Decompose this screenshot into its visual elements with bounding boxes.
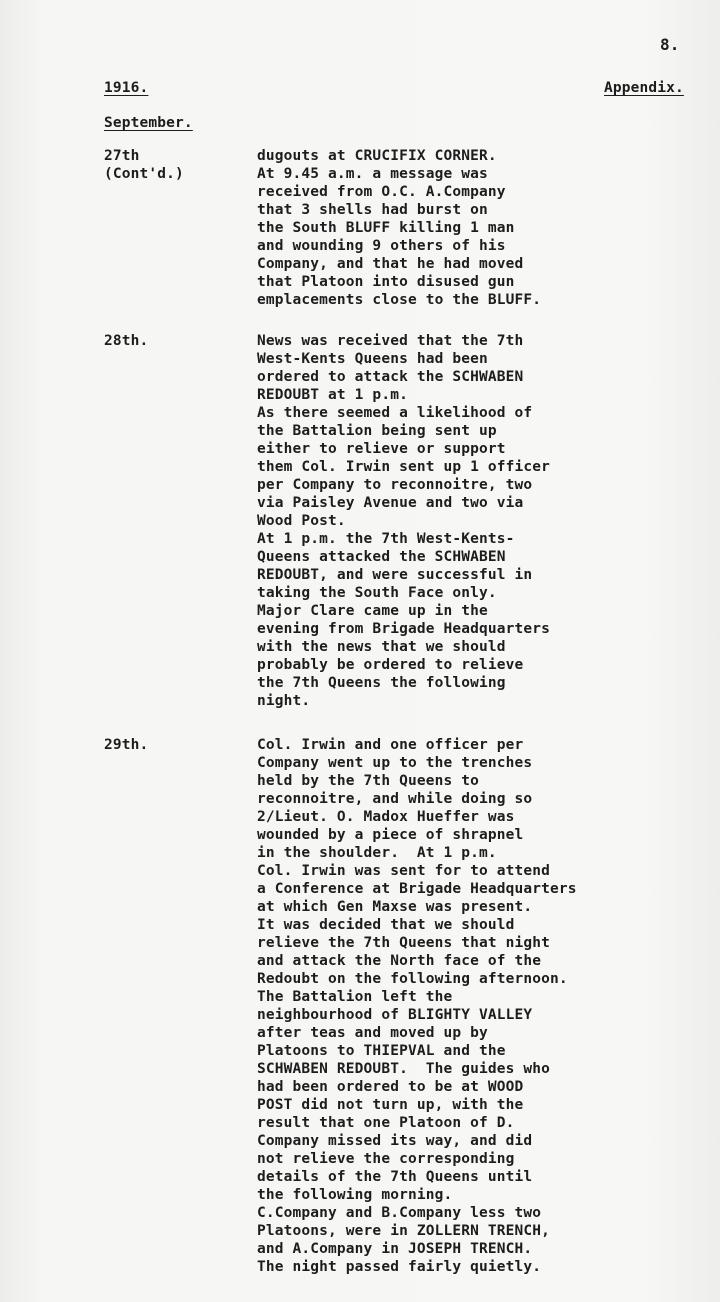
entry-date: 27th [104,148,140,164]
entry-date-note: (Cont'd.) [104,166,184,182]
entry-line: at which Gen Maxse was present. [257,899,533,915]
entry-date: 29th. [104,737,149,753]
entry-line: Wood Post. [257,513,346,529]
entry-line: SCHWABEN REDOUBT. The guides who [257,1061,551,1077]
appendix-heading: Appendix. [604,80,684,96]
entry-line: taking the South Face only. [257,585,497,601]
entry-line: that 3 shells had burst on [257,202,488,218]
entry-line: probably be ordered to relieve [257,657,524,673]
entry-line: Major Clare came up in the [257,603,488,619]
entry-line: reconnoitre, and while doing so [257,791,533,807]
entry-line: with the news that we should [257,639,506,655]
entry-line: West-Kents Queens had been [257,351,488,367]
entry-line: wounded by a piece of shrapnel [257,827,524,843]
entry-line: received from O.C. A.Company [257,184,506,200]
entry-line: not relieve the corresponding [257,1151,515,1167]
entry-line: and wounding 9 others of his [257,238,506,254]
entry-line: Redoubt on the following afternoon. [257,971,568,987]
entry-line: Company, and that he had moved [257,256,524,272]
entry-line: the South BLUFF killing 1 man [257,220,515,236]
entry-line: POST did not turn up, with the [257,1097,524,1113]
entry-line: It was decided that we should [257,917,515,933]
entry-line: the 7th Queens the following [257,675,506,691]
entry-line: them Col. Irwin sent up 1 officer [257,459,551,475]
entry-line: evening from Brigade Headquarters [257,621,551,637]
entry-line: The night passed fairly quietly. [257,1259,542,1275]
entry-line: details of the 7th Queens until [257,1169,533,1185]
entry-line: neighbourhood of BLIGHTY VALLEY [257,1007,533,1023]
month-heading: September. [104,115,193,131]
entry-line: Platoons to THIEPVAL and the [257,1043,506,1059]
entry-line: night. [257,693,311,709]
entry-line: dugouts at CRUCIFIX CORNER. [257,148,497,164]
entry-line: emplacements close to the BLUFF. [257,292,542,308]
entry-line: At 1 p.m. the 7th West-Kents- [257,531,515,547]
entry-line: 2/Lieut. O. Madox Hueffer was [257,809,515,825]
entry-line: REDOUBT at 1 p.m. [257,387,408,403]
entry-line: relieve the 7th Queens that night [257,935,551,951]
entry-line: per Company to reconnoitre, two [257,477,533,493]
entry-date: 28th. [104,333,149,349]
entry-line: via Paisley Avenue and two via [257,495,524,511]
entry-line: C.Company and B.Company less two [257,1205,542,1221]
entry-line: As there seemed a likelihood of [257,405,533,421]
entry-line: and A.Company in JOSEPH TRENCH. [257,1241,533,1257]
entry-line: At 9.45 a.m. a message was [257,166,488,182]
entry-line: a Conference at Brigade Headquarters [257,881,577,897]
entry-line: after teas and moved up by [257,1025,488,1041]
entry-line: Col. Irwin and one officer per [257,737,524,753]
entry-line: ordered to attack the SCHWABEN [257,369,524,385]
entry-line: REDOUBT, and were successful in [257,567,533,583]
entry-line: result that one Platoon of D. [257,1115,515,1131]
entry-line: Queens attacked the SCHWABEN [257,549,506,565]
entry-line: Company went up to the trenches [257,755,533,771]
entry-line: had been ordered to be at WOOD [257,1079,524,1095]
entry-line: The Battalion left the [257,989,453,1005]
entry-line: the following morning. [257,1187,453,1203]
entry-line: held by the 7th Queens to [257,773,479,789]
entry-line: in the shoulder. At 1 p.m. [257,845,497,861]
year-heading: 1916. [104,80,149,96]
entry-line: and attack the North face of the [257,953,542,969]
page-number: 8. [660,35,680,54]
entry-line: the Battalion being sent up [257,423,497,439]
entry-line: Col. Irwin was sent for to attend [257,863,551,879]
entry-line: Platoons, were in ZOLLERN TRENCH, [257,1223,551,1239]
entry-line: Company missed its way, and did [257,1133,533,1149]
entry-line: News was received that the 7th [257,333,524,349]
entry-line: either to relieve or support [257,441,506,457]
entry-line: that Platoon into disused gun [257,274,515,290]
